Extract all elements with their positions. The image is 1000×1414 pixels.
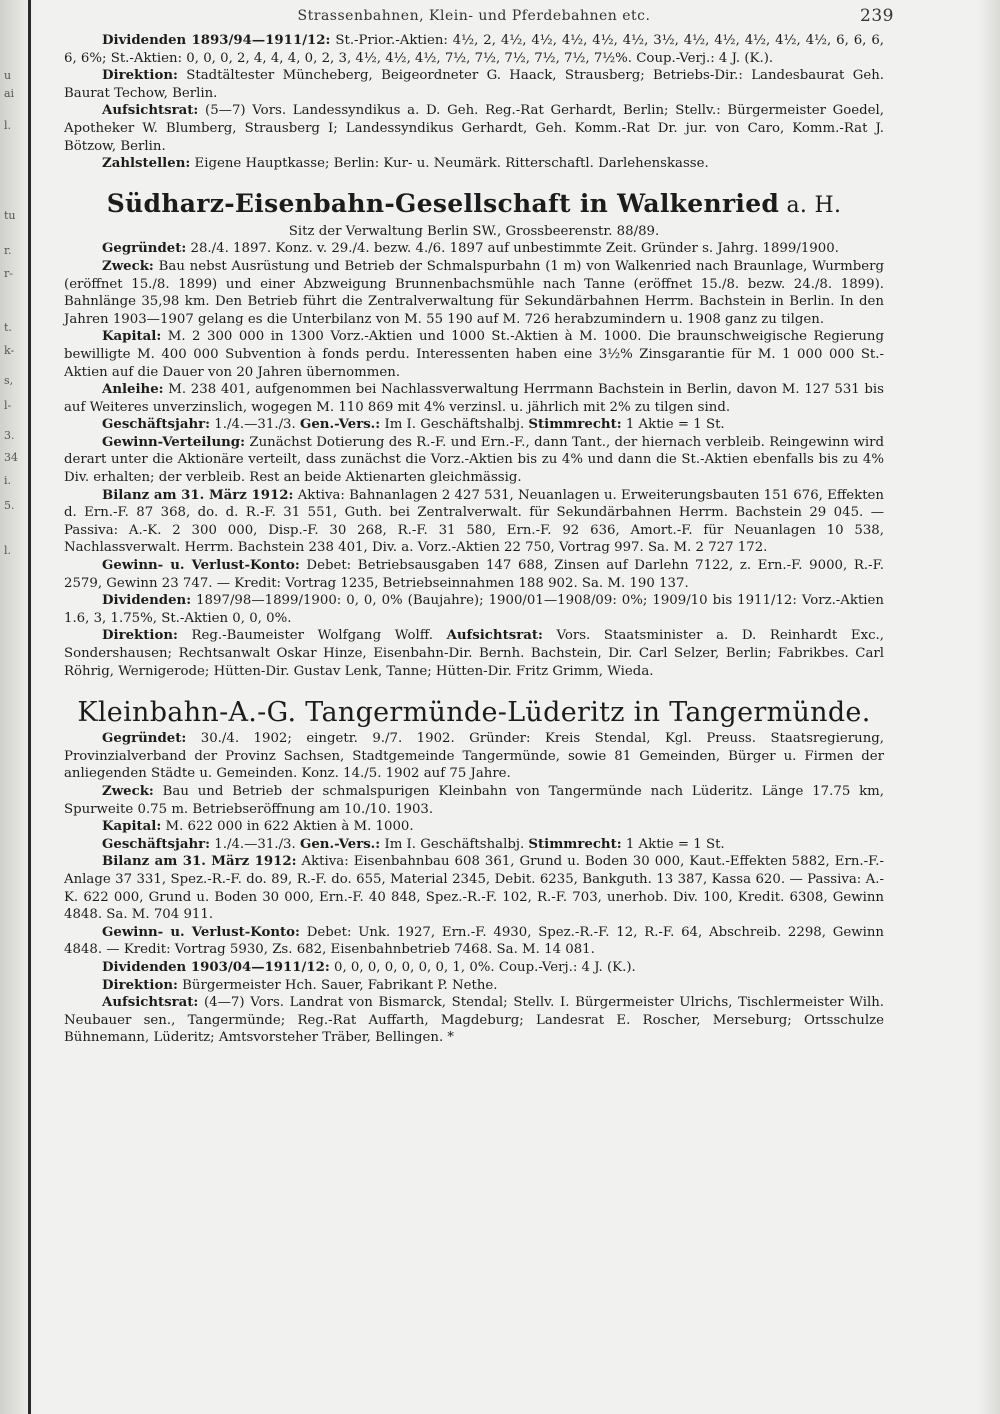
field-text: 30./4. 1902; eingetr. 9./7. 1902. Gründer: Kreis Stendal, Kgl. Preuss. Staatsregierung, Provinzialverband der Provinz Sachsen, Stadtgemeinde Tangermünde, sowie 81 Gemeinden, Bürger u. Firmen der anliegenden Städte u. Gemeinden. Konz. 14./5. 1902 auf 75 Jahre. [64, 731, 884, 782]
entry-paragraph [64, 959, 884, 977]
field-label: Stimmrecht: [528, 836, 622, 852]
running-title: Strassenbahnen, Klein- und Pferdebahnen etc. [297, 8, 651, 24]
field-label: Zweck: [102, 783, 154, 799]
field-text: Vors. Staatsminister a. D. Reinhardt Exc., Sondershausen; Rechtsanwalt Oskar Hinze, Eisenbahn-Dir. Bernh. Bachstein, Dir. Carl Selzer, Berlin; Fabrikbes. Carl Röhrig, Wernigerode; Hütten-Dir. Gustav Lenk, Tanne; Hütten-Dir. Fritz Grimm, Wieda. [64, 628, 884, 679]
margin-fragment: r- [4, 267, 13, 280]
field-label: Bilanz am 31. März 1912: [102, 854, 297, 870]
margin-fragment: l. [4, 544, 12, 557]
margin-fragment: r. [4, 244, 12, 257]
entry-paragraph [64, 487, 884, 557]
field-label: Dividenden 1893/94—1911/12: [102, 33, 331, 48]
margin-fragment: l- [4, 399, 12, 412]
entry-paragraph [64, 592, 884, 627]
entry-paragraph [64, 258, 884, 328]
field-text: (5—7) Vors. Landessyndikus a. D. Geh. Reg.-Rat Gerhardt, Berlin; Stellv.: Bürgermeister Goedel, Apotheker W. Blumberg, Strausberg I; Landessyndikus Gerhardt, Geh. Komm.-Rat Dr. jur. von Caro, Komm.-Rat J. Bötzow, Berlin. [64, 103, 884, 154]
field-text: (4—7) Vors. Landrat von Bismarck, Stendal; Stellv. I. Bürgermeister Ulrichs, Tischlermeister Wilh. Neubauer sen., Tangermünde; Reg.-Rat Auffarth, Magdeburg; Landesrat E. Roscher, Merseburg; Ortsschulze Bühnemann, Lüderitz; Amtsvorsteher Träber, Bellingen. [64, 995, 884, 1046]
field-label: Direktion: [102, 68, 178, 84]
entry-paragraph [64, 32, 884, 67]
company-entry-tangermuende [64, 698, 884, 1047]
margin-fragment: u [4, 69, 12, 82]
field-label: Aufsichtsrat: [102, 103, 199, 119]
margin-fragment: tu [4, 209, 16, 222]
field-text: Reg.-Baumeister Wolfgang Wolff. [177, 628, 447, 644]
field-text: Debet: Unk. 1927, Ern.-F. 4930, Spez.-R.-F. 12, R.-F. 64, Abschreib. 2298, Gewinn 4848. — Kredit: Vortrag 5930, Zs. 682, Eisenbahnbetrieb 7468. Sa. M. 14 081. [64, 924, 884, 958]
binding-spine-line [28, 0, 31, 1414]
field-text: Zunächst Dotierung des R.-F. und Ern.-F., dann Tant., der hiernach verbleib. Reingewinn wird derart unter die Aktionäre verteilt, dass zunächst die Vorz.-Aktien bis zu 4% und dann die St.-Aktien ebenfalls bis zu 4% Div. erhalten; der verbleib. Rest an beide Aktienarten gleichmässig. [64, 434, 884, 486]
entry-paragraph [64, 994, 884, 1047]
margin-fragment: 3. [4, 429, 15, 442]
field-label: Gegründet: [102, 731, 187, 747]
field-text: 1./4.—31./3. [210, 417, 300, 433]
field-text: M. 2 300 000 in 1300 Vorz.-Aktien und 1000 St.-Aktien à M. 1000. Die braunschweigische Regierung bewilligte M. 400 000 Subvention à fonds perdu. Interessenten haben eine 3½% Zinsgarantie für M. 1 000 000 St.-Aktien auf die Dauer von 20 Jahren übernommen. [64, 329, 884, 380]
running-header [64, 6, 894, 32]
entry-paragraph [64, 627, 884, 680]
company-entry-suedharz [64, 189, 884, 680]
field-label: Kapital: [102, 329, 162, 345]
entry-paragraph [64, 924, 884, 959]
entry-paragraph [64, 977, 884, 995]
margin-fragment: ai [4, 87, 15, 100]
entry-paragraph [64, 434, 884, 487]
entry-paragraph [64, 416, 884, 434]
field-text: Bau nebst Ausrüstung und Betrieb der Schmalspurbahn (1 m) von Walkenried nach Braunlage, Wurmberg (eröffnet 15./8. 1899) und einer Abzweigung Brunnenbachsmühle nach Tanne (eröffnet 15./8. bezw. 24./8. 1899). Bahnlänge 35,98 km. Den Betrieb führt die Zentralverwaltung für Sekundärbahnen Herrm. Bachstein in Berlin. In den Jahren 1903—1907 gelang es die Unterbilanz von M. 55 190 auf M. 726 herabzumindern u. 1908 ganz zu tilgen. [64, 258, 884, 327]
field-text: Bürgermeister Hch. Sauer, Fabrikant P. Nethe. [177, 977, 498, 993]
field-label: Zahlstellen: [102, 156, 191, 172]
margin-fragment: i. [4, 474, 12, 487]
entry-paragraph [64, 557, 884, 592]
book-page [64, 6, 894, 1047]
field-text: Bau und Betrieb der schmalspurigen Kleinbahn von Tangermünde nach Lüderitz. Länge 17.75 km, Spurweite 0.75 m. Betriebseröffnung am 10./10. 1903. [64, 783, 884, 817]
entry-paragraph [64, 836, 884, 854]
field-text: M. 238 401, aufgenommen bei Nachlassverwaltung Herrmann Bachstein in Berlin, davon M. 127 531 bis auf Weiteres unverzinslich, wogegen M. 110 869 mit 4% verzinsl. u. jährlich mit 2% zu tilgen sind. [64, 382, 884, 415]
entry-paragraph [64, 67, 884, 102]
field-label: Direktion: [102, 628, 178, 644]
scan-right-edge [978, 0, 1000, 1414]
entry-paragraph [64, 853, 884, 923]
field-text: Debet: Betriebsausgaben 147 688, Zinsen auf Darlehn 7122, z. Ern.-F. 9000, R.-F. 2579, Gewinn 23 747. — Kredit: Vortrag 1235, Betriebseinnahmen 188 902. Sa. M. 190 137. [64, 558, 885, 591]
field-label: Anleihe: [102, 382, 164, 398]
footnote-marker: * [443, 1030, 454, 1046]
company-name: Südharz-Eisenbahn-Gesellschaft in Walkenried [106, 188, 780, 218]
field-label: Gen.-Vers.: [299, 836, 381, 852]
margin-fragment: 5. [4, 499, 15, 512]
field-label: Geschäftsjahr: [102, 417, 211, 433]
entry-paragraph [64, 381, 884, 416]
field-label: Gewinn- u. Verlust-Konto: [102, 558, 300, 574]
field-label: Gewinn-Verteilung: [102, 434, 246, 450]
field-label: Zweck: [102, 258, 154, 274]
field-text: Im I. Geschäftshalbj. [380, 417, 529, 433]
margin-fragment: 34 [4, 451, 18, 464]
field-text: Aktiva: Eisenbahnbau 608 361, Grund u. Boden 30 000, Kaut.-Effekten 5882, Ern.-F.-Anlage 37 331, Spez.-R.-F. do. 89, R.-F. do. 655, Material 2345, Debit. 6235, Bankguth. 13 387, Kassa 620. — Passiva: A.-K. 622 000, Grund u. Boden 30 000, Ern.-F. 40 848, Spez.-R.-F. 102, R.-F. 703, unerhob. Div. 100, Kredit. 6308, Gewinn 4848. Sa. M. 704 911. [64, 854, 884, 923]
margin-fragment: t. [4, 321, 12, 334]
field-text: M. 622 000 in 622 Aktien à M. 1000. [161, 819, 414, 835]
company-seat: Sitz der Verwaltung Berlin SW., Grossbeerenstr. 88/89. [288, 223, 660, 239]
company-location-suffix: a. H. [779, 192, 842, 218]
previous-entry-continuation [64, 32, 884, 173]
field-label: Gewinn- u. Verlust-Konto: [102, 924, 300, 940]
field-text: 1./4.—31./3. [210, 836, 300, 852]
entry-paragraph [64, 102, 884, 155]
margin-fragment: s, [4, 374, 14, 387]
field-text: Aktiva: Bahnanlagen 2 427 531, Neuanlagen u. Erweiterungsbauten 151 676, Effekten d. Ern.-F. 87 368, do. d. R.-F. 31 551, Guth. bei Zentralverwalt. für Sekundärbahnen Herrm. Bachstein 29 045. — Passiva: A.-K. 2 300 000, Disp.-F. 30 268, R.-F. 31 580, Ern.-F. 92 636, Amort.-F. für Neuanlagen 10 538, Nachlassverwalt. Herrm. Bachstein 238 401, Div. a. Vorz.-Aktien 22 750, Vortrag 997. Sa. M. 2 727 172. [64, 487, 884, 556]
field-label: Gegründet: [102, 241, 187, 257]
field-label: Aufsichtsrat: [446, 628, 543, 644]
entry-paragraph [64, 240, 884, 258]
field-text: 1897/98—1899/1900: 0, 0, 0% (Baujahre); 1900/01—1908/09: 0%; 1909/10 bis 1911/12: Vorz.-Aktien 1.6, 3, 1.75%, St.-Aktien 0, 0, 0%. [64, 593, 884, 626]
field-label: Bilanz am 31. März 1912: [102, 487, 294, 503]
field-text: 28./4. 1897. Konz. v. 29./4. bezw. 4./6. 1897 auf unbestimmte Zeit. Gründer s. Jahrg. 1899/1900. [186, 241, 839, 257]
entry-paragraph [64, 730, 884, 783]
field-label: Kapital: [102, 819, 162, 835]
field-text: Eigene Hauptkasse; Berlin: Kur- u. Neumärk. Ritterschaftl. Darlehenskasse. [190, 156, 709, 172]
entry-paragraph [64, 783, 884, 818]
field-text: Im I. Geschäftshalbj. [380, 836, 529, 852]
page-number: 239 [860, 6, 894, 26]
field-text: 1 Aktie = 1 St. [621, 417, 725, 433]
margin-fragment: k- [4, 344, 15, 357]
field-label: Gen.-Vers.: [299, 417, 381, 433]
field-text: Stadtältester Müncheberg, Beigeordneter G. Haack, Strausberg; Betriebs-Dir.: Landesbaurat Geh. Baurat Techow, Berlin. [64, 68, 884, 101]
field-text: St.-Prior.-Aktien: 4½, 2, 4½, 4½, 4½, 4½, 4½, 3½, 4½, 4½, 4½, 4½, 4½, 6, 6, 6, 6, 6%; St.-Aktien: 0, 0, 0, 2, 4, 4, 4, 0, 2, 3, 4½, 4½, 4½, 7½, 7½, 7½, 7½, 7½, 7½%. Coup.-Verj.: 4 J. (K.). [64, 33, 885, 66]
field-label: Dividenden 1903/04—1911/12: [102, 959, 330, 975]
field-label: Geschäftsjahr: [102, 836, 211, 852]
field-label: Stimmrecht: [528, 417, 622, 433]
field-text: 1 Aktie = 1 St. [621, 836, 725, 852]
field-label: Direktion: [102, 977, 178, 993]
field-label: Dividenden: [102, 593, 192, 609]
field-label: Aufsichtsrat: [102, 995, 199, 1011]
entry-paragraph [64, 328, 884, 381]
company-title: Kleinbahn-A.-G. Tangermünde-Lüderitz in Tangermünde. [77, 697, 871, 729]
entry-paragraph [64, 155, 884, 173]
entry-paragraph [64, 818, 884, 836]
field-text: 0, 0, 0, 0, 0, 0, 0, 1, 0%. Coup.-Verj.: 4 J. (K.). [329, 959, 636, 975]
margin-fragment: l. [4, 119, 12, 132]
company-title [64, 189, 884, 221]
